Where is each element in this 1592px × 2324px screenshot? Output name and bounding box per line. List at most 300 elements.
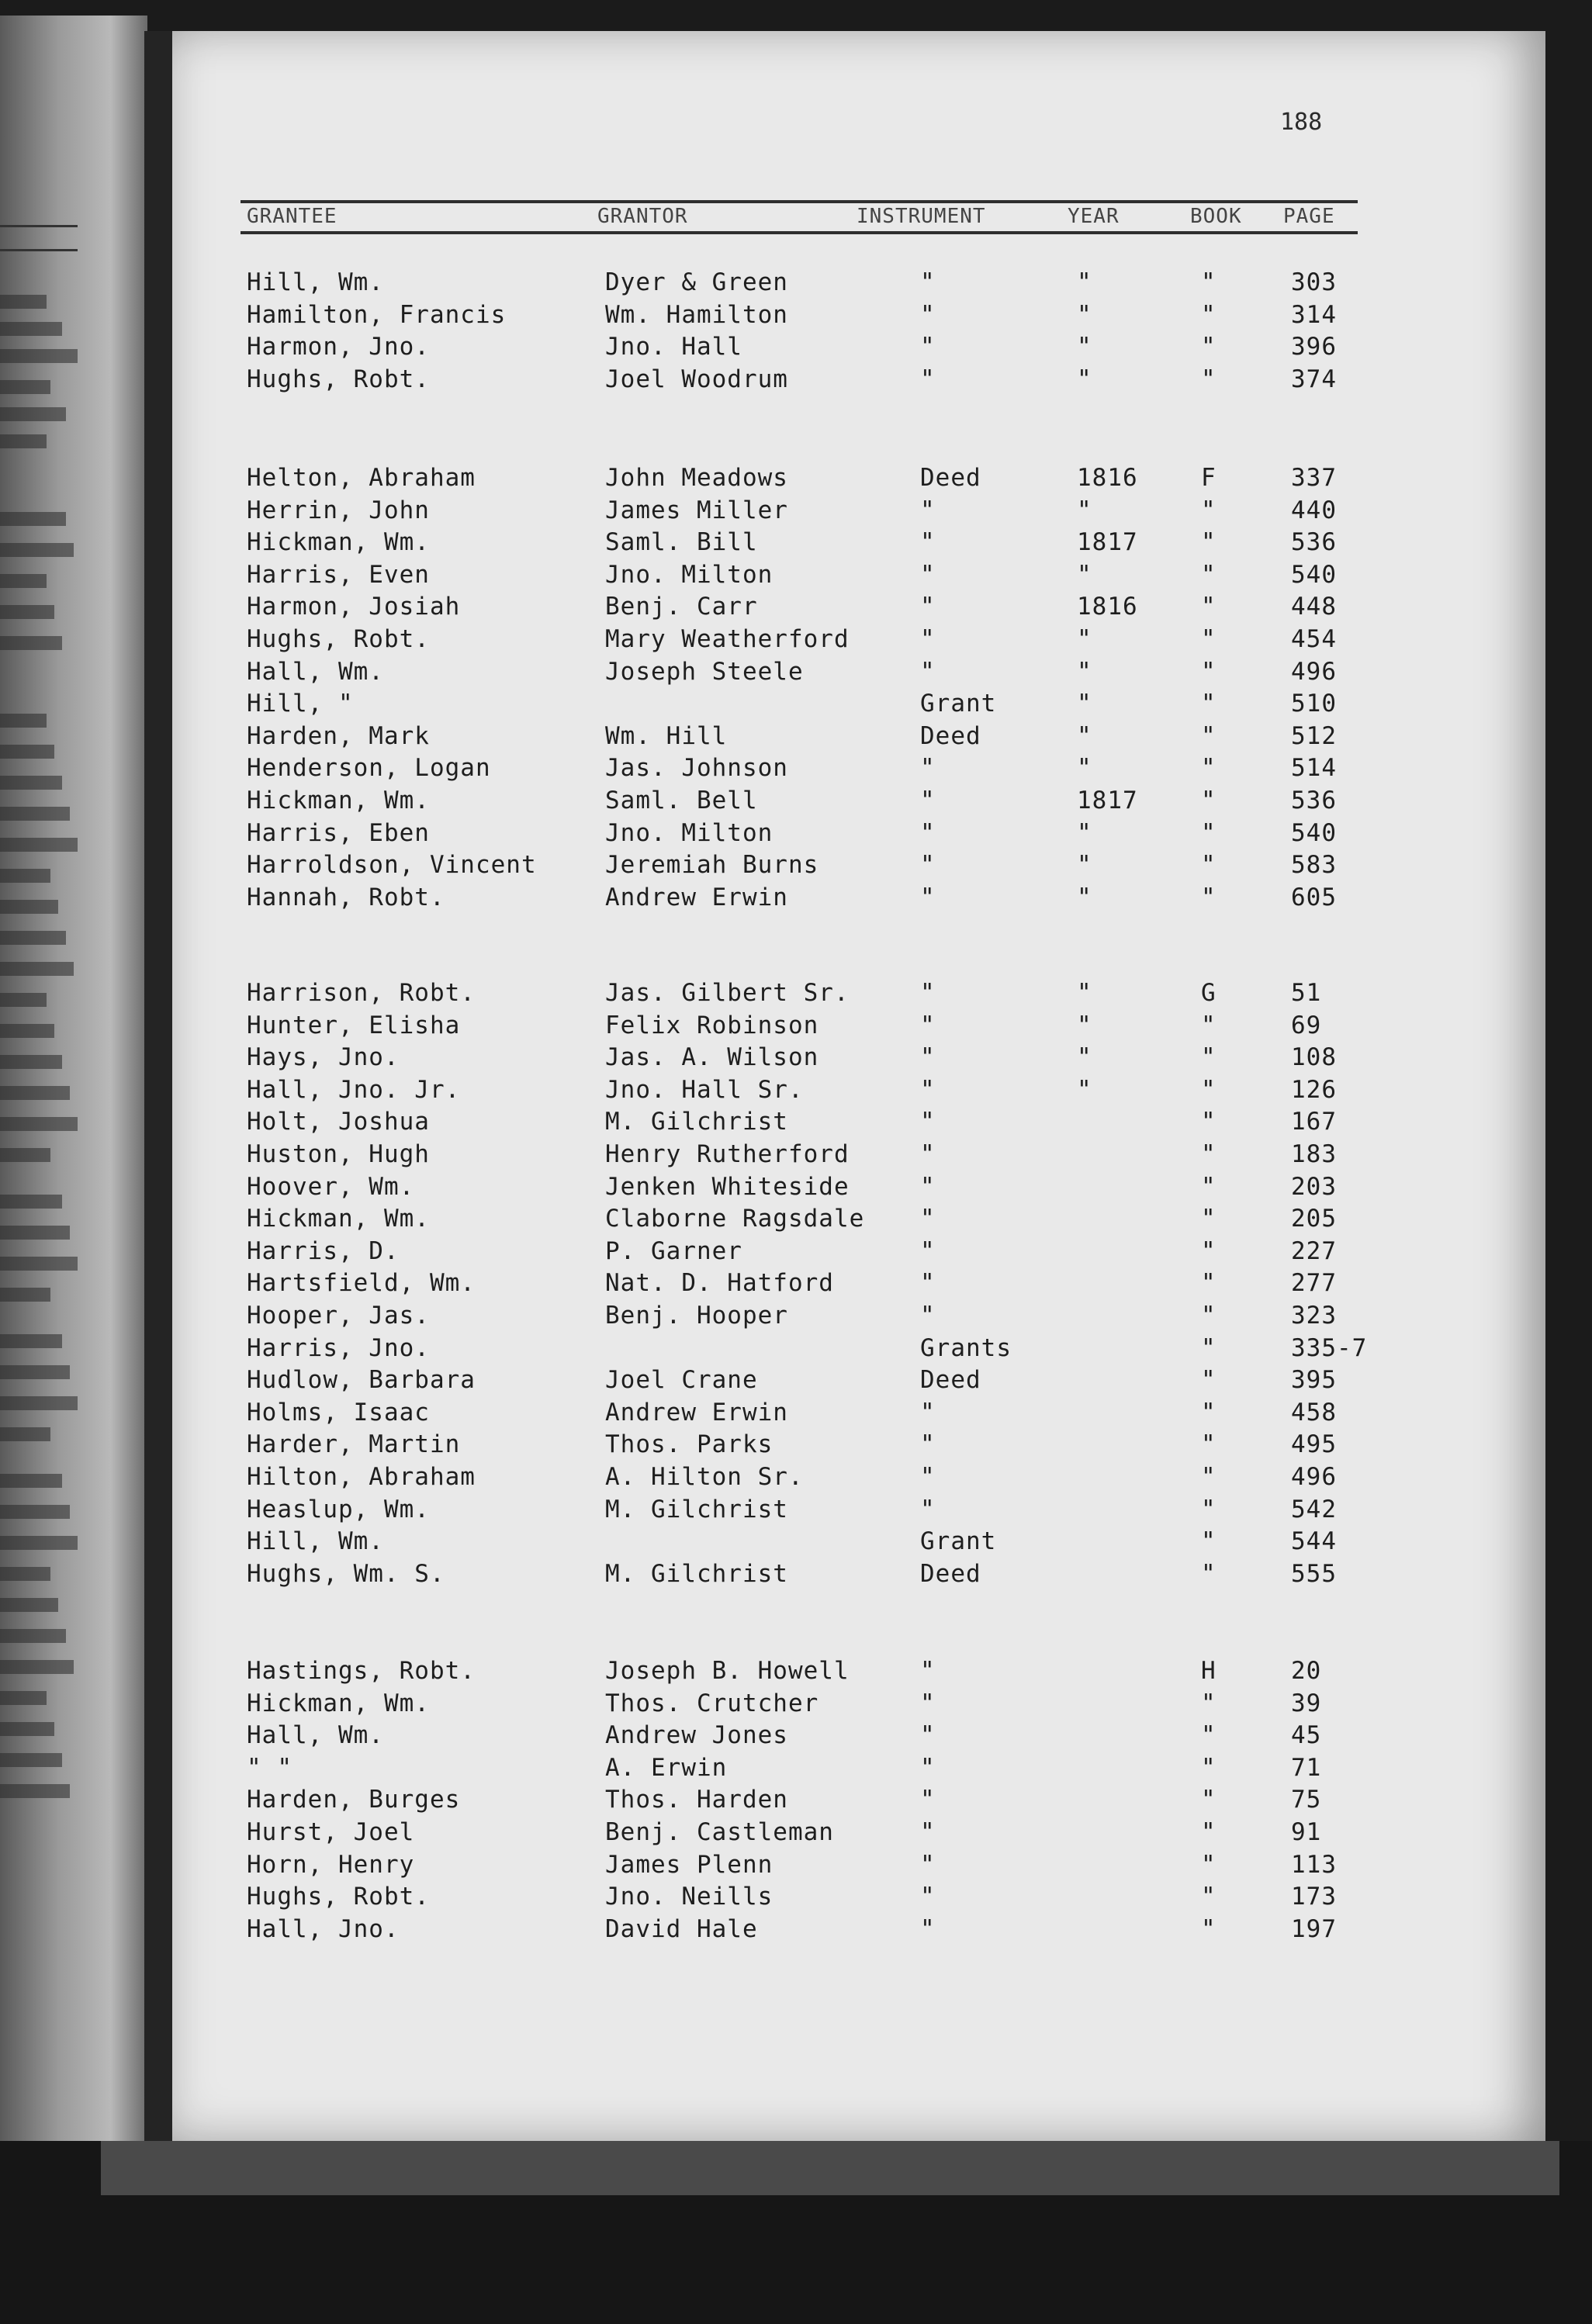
instrument-cell: " xyxy=(920,333,936,361)
year-cell: " xyxy=(1077,721,1092,750)
ledger-row xyxy=(0,1076,1373,1107)
year-cell: " xyxy=(1077,268,1092,296)
grantor-cell: Jas. A. Wilson xyxy=(605,1043,819,1072)
year-cell: " xyxy=(1077,1011,1092,1039)
page-cell: 337 xyxy=(1291,464,1337,492)
book-cell: " xyxy=(1201,1689,1216,1717)
grantee-cell: Holt, Joshua xyxy=(247,1108,430,1136)
grantor-cell: Benj. Castleman xyxy=(605,1818,834,1846)
book-cell: " xyxy=(1201,1850,1216,1879)
book-cell: " xyxy=(1201,1108,1216,1136)
ledger-row xyxy=(0,754,1373,785)
grantee-cell: Hughs, Wm. S. xyxy=(247,1559,445,1588)
grantee-cell: Helton, Abraham xyxy=(247,464,476,492)
page-cell: 512 xyxy=(1291,721,1337,750)
page-cell: 542 xyxy=(1291,1495,1337,1523)
grantee-cell: Hoover, Wm. xyxy=(247,1172,415,1201)
grantee-cell: Hamilton, Francis xyxy=(247,300,507,329)
grantee-cell: Harris, Jno. xyxy=(247,1333,430,1362)
book-cell: " xyxy=(1201,625,1216,653)
instrument-cell: " xyxy=(920,1075,936,1104)
instrument-cell: " xyxy=(920,1302,936,1330)
grantee-cell: Harrison, Robt. xyxy=(247,979,476,1007)
instrument-cell: Deed xyxy=(920,1366,981,1395)
book-cell: " xyxy=(1201,268,1216,296)
instrument-cell: " xyxy=(920,754,936,783)
grantee-cell: Hill, " xyxy=(247,690,354,718)
ledger-row xyxy=(0,301,1373,332)
page-cell: 303 xyxy=(1291,268,1337,296)
ledger-row xyxy=(0,1463,1373,1494)
grantee-cell: Hartsfield, Wm. xyxy=(247,1269,476,1298)
ledger-row xyxy=(0,1689,1373,1721)
instrument-cell: " xyxy=(920,1721,936,1750)
grantor-cell: James Plenn xyxy=(605,1850,774,1879)
grantee-cell: Hilton, Abraham xyxy=(247,1463,476,1491)
instrument-cell: Grant xyxy=(920,1527,997,1556)
grantor-cell: John Meadows xyxy=(605,464,788,492)
page-cell: 335-7 xyxy=(1291,1333,1368,1362)
grantor-cell: Thos. Crutcher xyxy=(605,1689,819,1717)
book-cell: " xyxy=(1201,787,1216,814)
adjacent-text-line xyxy=(0,1629,66,1643)
grantor-cell: Henry Rutherford xyxy=(605,1140,850,1168)
book-cell: " xyxy=(1201,1430,1216,1459)
grantor-cell: Jno. Hall xyxy=(605,333,742,361)
grantor-cell: M. Gilchrist xyxy=(605,1108,788,1136)
ledger-row xyxy=(0,1399,1373,1430)
page-cell: 203 xyxy=(1291,1172,1337,1201)
book-cell: " xyxy=(1201,300,1216,329)
grantee-cell: Harris, Eben xyxy=(247,818,430,847)
page-cell: 167 xyxy=(1291,1108,1337,1136)
page-cell: 448 xyxy=(1291,593,1337,621)
page-cell: 91 xyxy=(1291,1818,1322,1846)
ledger-row xyxy=(0,496,1373,527)
book-cell: F xyxy=(1201,464,1216,492)
page-cell: 540 xyxy=(1291,818,1337,847)
year-cell: " xyxy=(1077,496,1092,524)
ledger-row xyxy=(0,979,1373,1010)
instrument-cell: " xyxy=(920,818,936,847)
instrument-cell: " xyxy=(920,657,936,686)
grantor-cell: M. Gilchrist xyxy=(605,1495,788,1523)
book-cell: " xyxy=(1201,1302,1216,1330)
year-cell: " xyxy=(1077,883,1092,911)
ledger-row xyxy=(0,1786,1373,1817)
grantor-cell: Jeremiah Burns xyxy=(605,851,819,880)
instrument-cell: " xyxy=(920,593,936,621)
instrument-cell: " xyxy=(920,365,936,393)
grantor-cell: David Hale xyxy=(605,1914,758,1943)
page-cell: 458 xyxy=(1291,1398,1337,1427)
header-bottom-rule xyxy=(241,231,1358,234)
page-cell: 495 xyxy=(1291,1430,1337,1459)
ledger-row xyxy=(0,884,1373,915)
book-cell: " xyxy=(1201,721,1216,750)
ledger-row xyxy=(0,1851,1373,1882)
book-cell: " xyxy=(1201,1527,1216,1556)
grantee-cell: Hughs, Robt. xyxy=(247,365,430,393)
year-cell: " xyxy=(1077,979,1092,1007)
book-cell: " xyxy=(1201,1818,1216,1846)
instrument-cell: Deed xyxy=(920,721,981,750)
grantor-cell: Benj. Carr xyxy=(605,593,758,621)
page-cell: 374 xyxy=(1291,365,1337,393)
grantee-cell: Hall, Wm. xyxy=(247,1721,384,1750)
page-cell: 39 xyxy=(1291,1689,1322,1717)
grantor-cell: Joel Crane xyxy=(605,1366,758,1395)
ledger-row xyxy=(0,1205,1373,1236)
grantor-cell: P. Garner xyxy=(605,1236,742,1265)
grantor-cell: Andrew Erwin xyxy=(605,883,788,911)
grantee-cell: Harden, Burges xyxy=(247,1786,461,1814)
page-cell: 197 xyxy=(1291,1914,1337,1943)
instrument-cell: " xyxy=(920,1495,936,1523)
header-grantee: GRANTEE xyxy=(247,205,337,228)
page-cell: 555 xyxy=(1291,1559,1337,1588)
grantor-cell: Dyer & Green xyxy=(605,268,788,296)
grantee-cell: Hickman, Wm. xyxy=(247,787,430,814)
grantor-cell: M. Gilchrist xyxy=(605,1559,788,1588)
book-cell: " xyxy=(1201,754,1216,783)
grantee-cell: Hill, Wm. xyxy=(247,1527,384,1556)
page-cell: 126 xyxy=(1291,1075,1337,1104)
grantor-cell: Claborne Ragsdale xyxy=(605,1205,865,1233)
instrument-cell: Grant xyxy=(920,690,997,718)
grantee-cell: Huston, Hugh xyxy=(247,1140,430,1168)
ledger-row xyxy=(0,333,1373,364)
grantee-cell: Harroldson, Vincent xyxy=(247,851,537,880)
page-number: 188 xyxy=(1280,109,1323,136)
page-cell: 113 xyxy=(1291,1850,1337,1879)
instrument-cell: " xyxy=(920,1786,936,1814)
instrument-cell: " xyxy=(920,1236,936,1265)
grantor-cell: Mary Weatherford xyxy=(605,625,850,653)
book-cell: H xyxy=(1201,1657,1216,1685)
instrument-cell: " xyxy=(920,1689,936,1717)
book-cell: " xyxy=(1201,1075,1216,1104)
instrument-cell: " xyxy=(920,979,936,1007)
ledger-row xyxy=(0,722,1373,753)
grantor-cell: Jas. Gilbert Sr. xyxy=(605,979,850,1007)
grantor-cell: A. Hilton Sr. xyxy=(605,1463,804,1491)
grantor-cell: James Miller xyxy=(605,496,788,524)
grantee-cell: Hunter, Elisha xyxy=(247,1011,461,1039)
ledger-row xyxy=(0,1269,1373,1300)
instrument-cell: " xyxy=(920,1850,936,1879)
instrument-cell: " xyxy=(920,1430,936,1459)
grantee-cell: Holms, Isaac xyxy=(247,1398,430,1427)
page-cell: 183 xyxy=(1291,1140,1337,1168)
book-cell: " xyxy=(1201,818,1216,847)
book-cell: " xyxy=(1201,333,1216,361)
grantor-cell: Jno. Hall Sr. xyxy=(605,1075,804,1104)
book-cell: " xyxy=(1201,1205,1216,1233)
ledger-row xyxy=(0,851,1373,882)
grantee-cell: Hill, Wm. xyxy=(247,268,384,296)
ledger-row xyxy=(0,787,1373,818)
ledger-row xyxy=(0,464,1373,495)
grantee-cell: Harden, Mark xyxy=(247,721,430,750)
year-cell: " xyxy=(1077,754,1092,783)
book-cell: " xyxy=(1201,1011,1216,1039)
book-cell: " xyxy=(1201,1398,1216,1427)
grantor-cell: Saml. Bill xyxy=(605,528,758,557)
grantor-cell: Joseph B. Howell xyxy=(605,1657,850,1685)
page-cell: 440 xyxy=(1291,496,1337,524)
adjacent-text-line xyxy=(0,931,66,945)
grantor-cell: Wm. Hamilton xyxy=(605,300,788,329)
grantor-cell: Thos. Harden xyxy=(605,1786,788,1814)
book-cell: " xyxy=(1201,528,1216,557)
page-cell: 45 xyxy=(1291,1721,1322,1750)
instrument-cell: " xyxy=(920,1818,936,1846)
instrument-cell: " xyxy=(920,300,936,329)
year-cell: " xyxy=(1077,625,1092,653)
instrument-cell: Deed xyxy=(920,464,981,492)
ledger-row xyxy=(0,1366,1373,1397)
header-page: PAGE xyxy=(1283,205,1335,228)
year-cell: " xyxy=(1077,818,1092,847)
grantee-cell: Heaslup, Wm. xyxy=(247,1495,430,1523)
header-year: YEAR xyxy=(1068,205,1120,228)
grantee-cell: Henderson, Logan xyxy=(247,754,491,783)
adjacent-text-line xyxy=(0,962,74,976)
ledger-row xyxy=(0,1334,1373,1365)
grantee-cell: Harris, Even xyxy=(247,560,430,589)
instrument-cell: " xyxy=(920,528,936,557)
book-cell: " xyxy=(1201,851,1216,880)
instrument-cell: Grants xyxy=(920,1333,1012,1362)
grantee-cell: Harmon, Jno. xyxy=(247,333,430,361)
grantor-cell: Nat. D. Hatford xyxy=(605,1269,834,1298)
ledger-row xyxy=(0,1883,1373,1914)
book-cell: " xyxy=(1201,657,1216,686)
ledger-row xyxy=(0,819,1373,850)
scanner-bed xyxy=(0,2141,1592,2324)
grantee-cell: Hall, Jno. Jr. xyxy=(247,1075,461,1104)
instrument-cell: " xyxy=(920,1914,936,1943)
ledger-row xyxy=(0,1754,1373,1785)
instrument-cell: " xyxy=(920,1011,936,1039)
page-cell: 314 xyxy=(1291,300,1337,329)
instrument-cell: " xyxy=(920,1398,936,1427)
ledger-row xyxy=(0,1043,1373,1074)
book-cell: " xyxy=(1201,593,1216,621)
book-cell: G xyxy=(1201,979,1216,1007)
instrument-cell: " xyxy=(920,1657,936,1685)
book-cell: " xyxy=(1201,1140,1216,1168)
page-cell: 396 xyxy=(1291,333,1337,361)
year-cell: " xyxy=(1077,1043,1092,1072)
grantee-cell: Hays, Jno. xyxy=(247,1043,400,1072)
ledger-row xyxy=(0,365,1373,396)
book-cell: " xyxy=(1201,1366,1216,1395)
ledger-row xyxy=(0,268,1373,299)
page-cell: 510 xyxy=(1291,690,1337,718)
book-cell: " xyxy=(1201,560,1216,589)
grantor-cell: Joseph Steele xyxy=(605,657,804,686)
ledger-row xyxy=(0,1140,1373,1171)
grantor-cell: Jenken Whiteside xyxy=(605,1172,850,1201)
year-cell: 1817 xyxy=(1077,787,1138,814)
year-cell: " xyxy=(1077,333,1092,361)
grantor-cell: Andrew Erwin xyxy=(605,1398,788,1427)
header-grantor: GRANTOR xyxy=(597,205,688,228)
grantee-cell: Harmon, Josiah xyxy=(247,593,461,621)
header-top-rule xyxy=(241,200,1358,203)
grantor-cell: Jas. Johnson xyxy=(605,754,788,783)
grantee-cell: Hall, Wm. xyxy=(247,657,384,686)
grantee-cell: Hickman, Wm. xyxy=(247,1689,430,1717)
book-cell: " xyxy=(1201,1463,1216,1491)
grantee-cell: Hickman, Wm. xyxy=(247,528,430,557)
page-cell: 205 xyxy=(1291,1205,1337,1233)
instrument-cell: " xyxy=(920,1043,936,1072)
ledger-row xyxy=(0,1527,1373,1558)
ledger-row xyxy=(0,1430,1373,1461)
scanner-edge xyxy=(101,2141,1559,2195)
page-cell: 323 xyxy=(1291,1302,1337,1330)
grantee-cell: Hudlow, Barbara xyxy=(247,1366,476,1395)
book-cell: " xyxy=(1201,1333,1216,1362)
instrument-cell: " xyxy=(920,1140,936,1168)
ledger-row xyxy=(0,1560,1373,1591)
year-cell: 1817 xyxy=(1077,528,1138,557)
grantee-cell: Hughs, Robt. xyxy=(247,625,430,653)
page-cell: 454 xyxy=(1291,625,1337,653)
grantee-cell: Hooper, Jas. xyxy=(247,1302,430,1330)
page-cell: 496 xyxy=(1291,657,1337,686)
page-cell: 227 xyxy=(1291,1236,1337,1265)
grantor-cell: Jno. Milton xyxy=(605,560,774,589)
book-cell: " xyxy=(1201,1883,1216,1911)
grantor-cell: Saml. Bell xyxy=(605,787,758,814)
book-cell: " xyxy=(1201,1172,1216,1201)
page-cell: 583 xyxy=(1291,851,1337,880)
year-cell: " xyxy=(1077,1075,1092,1104)
grantee-cell: Hastings, Robt. xyxy=(247,1657,476,1685)
grantee-cell: Hickman, Wm. xyxy=(247,1205,430,1233)
header-book: BOOK xyxy=(1190,205,1242,228)
grantee-cell: Herrin, John xyxy=(247,496,430,524)
ledger-row xyxy=(0,625,1373,656)
page-cell: 496 xyxy=(1291,1463,1337,1491)
book-cell: " xyxy=(1201,496,1216,524)
instrument-cell: " xyxy=(920,1108,936,1136)
page-cell: 544 xyxy=(1291,1527,1337,1556)
adjacent-text-line xyxy=(0,407,66,421)
book-cell: " xyxy=(1201,1495,1216,1523)
page-cell: 605 xyxy=(1291,883,1337,911)
page-cell: 51 xyxy=(1291,979,1322,1007)
grantee-cell: Hurst, Joel xyxy=(247,1818,415,1846)
header-instrument: INSTRUMENT xyxy=(857,205,986,228)
ledger-row xyxy=(0,1108,1373,1139)
grantor-cell: A. Erwin xyxy=(605,1753,728,1782)
book-cell: " xyxy=(1201,1914,1216,1943)
grantee-cell: Horn, Henry xyxy=(247,1850,415,1879)
page-cell: 536 xyxy=(1291,787,1337,814)
adjacent-text-line xyxy=(0,1598,58,1612)
instrument-cell: " xyxy=(920,560,936,589)
book-cell: " xyxy=(1201,1559,1216,1588)
page-cell: 75 xyxy=(1291,1786,1322,1814)
instrument-cell: " xyxy=(920,851,936,880)
grantor-cell: Jno. Neills xyxy=(605,1883,774,1911)
instrument-cell: " xyxy=(920,1205,936,1233)
book-cell: " xyxy=(1201,883,1216,911)
grantor-cell: Felix Robinson xyxy=(605,1011,819,1039)
grantee-cell: Hughs, Robt. xyxy=(247,1883,430,1911)
ledger-row xyxy=(0,1237,1373,1268)
page-cell: 540 xyxy=(1291,560,1337,589)
grantor-cell: Wm. Hill xyxy=(605,721,728,750)
grantor-cell: Andrew Jones xyxy=(605,1721,788,1750)
book-cell: " xyxy=(1201,1236,1216,1265)
page-cell: 71 xyxy=(1291,1753,1322,1782)
instrument-cell: Deed xyxy=(920,1559,981,1588)
grantee-cell: Hannah, Robt. xyxy=(247,883,445,911)
instrument-cell: " xyxy=(920,1463,936,1491)
grantee-cell: Harris, D. xyxy=(247,1236,400,1265)
ledger-row xyxy=(0,1173,1373,1204)
grantor-cell: Thos. Parks xyxy=(605,1430,774,1459)
year-cell: 1816 xyxy=(1077,464,1138,492)
year-cell: 1816 xyxy=(1077,593,1138,621)
instrument-cell: " xyxy=(920,787,936,814)
instrument-cell: " xyxy=(920,1883,936,1911)
ledger-row xyxy=(0,1496,1373,1527)
ledger-row xyxy=(0,658,1373,689)
page-cell: 536 xyxy=(1291,528,1337,557)
book-cell: " xyxy=(1201,690,1216,718)
year-cell: " xyxy=(1077,300,1092,329)
book-cell: " xyxy=(1201,1753,1216,1782)
page-cell: 108 xyxy=(1291,1043,1337,1072)
instrument-cell: " xyxy=(920,883,936,911)
grantee-cell: Hall, Jno. xyxy=(247,1914,400,1943)
page-cell: 20 xyxy=(1291,1657,1322,1685)
year-cell: " xyxy=(1077,560,1092,589)
book-cell: " xyxy=(1201,365,1216,393)
book-cell: " xyxy=(1201,1269,1216,1298)
instrument-cell: " xyxy=(920,268,936,296)
page-cell: 69 xyxy=(1291,1011,1322,1039)
ledger-row xyxy=(0,561,1373,592)
ledger-row xyxy=(0,1302,1373,1333)
ledger-row xyxy=(0,528,1373,559)
instrument-cell: " xyxy=(920,496,936,524)
year-cell: " xyxy=(1077,365,1092,393)
book-cell: " xyxy=(1201,1721,1216,1750)
ledger-row xyxy=(0,1012,1373,1043)
book-cell: " xyxy=(1201,1786,1216,1814)
year-cell: " xyxy=(1077,690,1092,718)
grantor-cell: Joel Woodrum xyxy=(605,365,788,393)
grantor-cell: Benj. Hooper xyxy=(605,1302,788,1330)
page-cell: 173 xyxy=(1291,1883,1337,1911)
book-cell: " xyxy=(1201,1043,1216,1072)
ledger-row xyxy=(0,1915,1373,1946)
page-cell: 514 xyxy=(1291,754,1337,783)
adjacent-text-line xyxy=(0,434,47,448)
instrument-cell: " xyxy=(920,625,936,653)
ledger-row xyxy=(0,593,1373,624)
ledger-row xyxy=(0,1721,1373,1752)
year-cell: " xyxy=(1077,851,1092,880)
